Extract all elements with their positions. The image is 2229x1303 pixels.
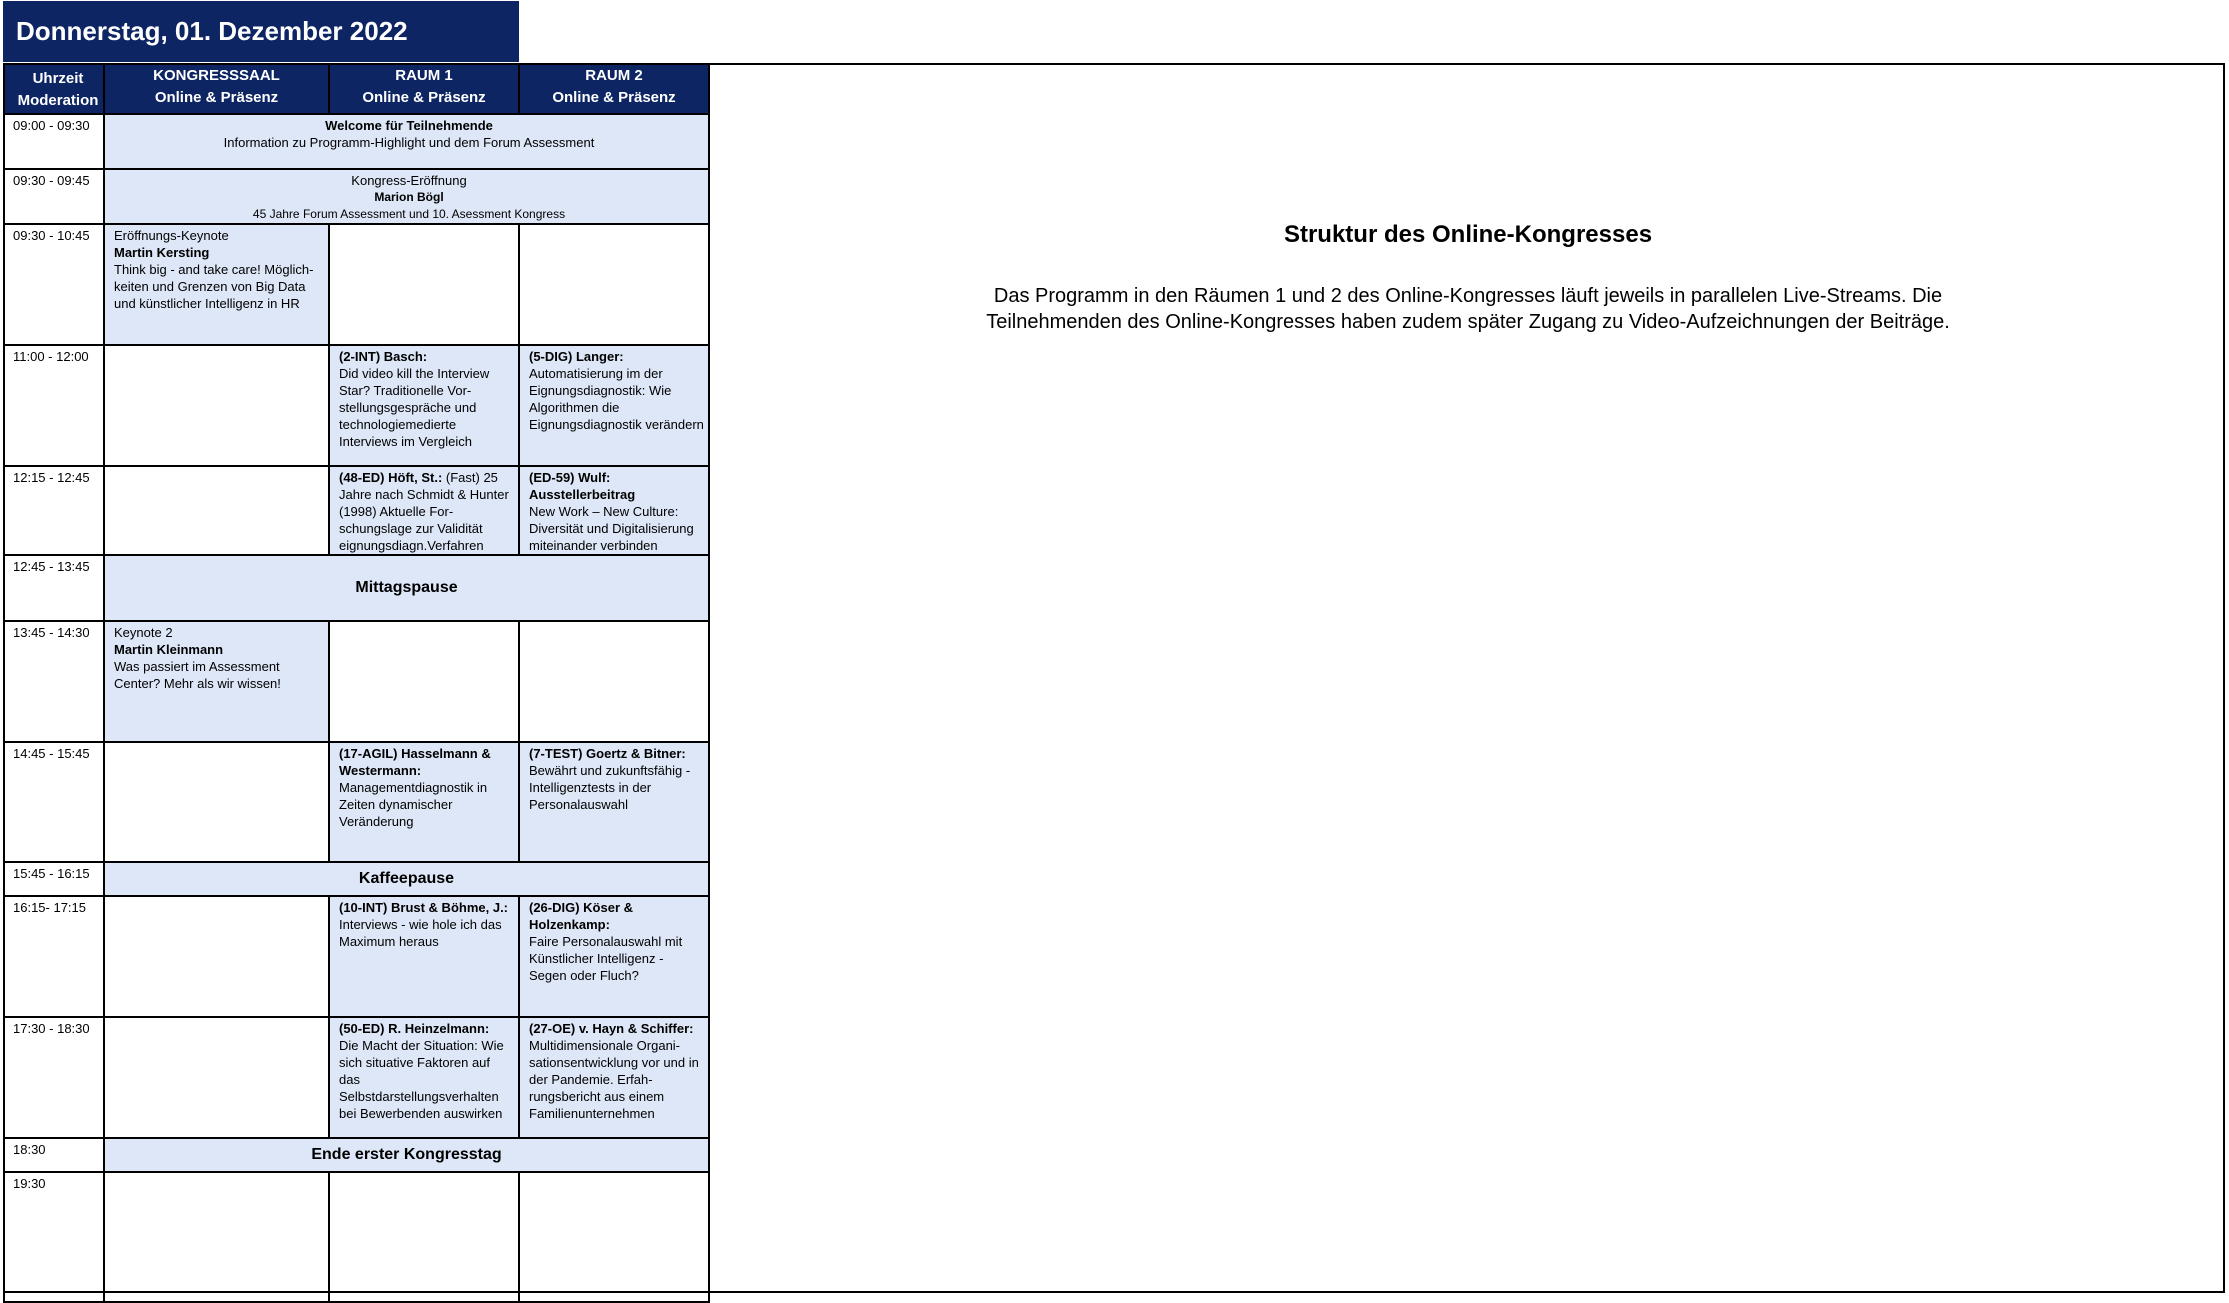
table-row: [4, 1017, 709, 1138]
session-text: (Fast) 25 Jahre nach Schmidt & Hunter (1998) Aktuelle For-schungslage zur Validität eignungsdiagn.Verfahren: [339, 470, 509, 553]
session-head: (5-DIG) Langer:: [529, 349, 624, 364]
session-text: Was passiert im Assessment Center? Mehr als wir wissen!: [114, 659, 281, 691]
table-row: [4, 1138, 709, 1172]
session-opening: [104, 169, 709, 224]
session-text: Multidimensionale Organi-sationsentwicklung vor und in der Pandemie. Erfah-rungsbericht aus einem Familienunternehmen: [529, 1038, 699, 1121]
table-row: [4, 862, 709, 896]
session-text: Managementdiagnostik in Zeiten dynamischer Veränderung: [339, 780, 488, 829]
session-raum1: [329, 466, 519, 555]
table-row: [4, 555, 709, 621]
table-row: [4, 742, 709, 862]
session-text: 45 Jahre Forum Assessment und 10. Asessment Kongress: [252, 207, 566, 221]
empty-cell: [519, 621, 709, 742]
session-raum1: [329, 1017, 519, 1138]
session-label: Kongress-Eröffnung: [351, 173, 467, 188]
session-head: (26-DIG) Köser & Holzenkamp:: [529, 900, 634, 932]
session-keynote-1: [104, 224, 329, 345]
table-row: [4, 1172, 709, 1302]
empty-cell: [104, 896, 329, 1017]
session-head: (50-ED) R. Heinzelmann:: [339, 1021, 490, 1036]
table-row: [4, 224, 709, 345]
col-header-time: Uhrzeit Moderation: [4, 64, 104, 114]
session-text: Did video kill the Interview Star? Traditionelle Vor-stellungsgespräche und technologiemedierte Interviews im Vergleich: [339, 366, 490, 449]
empty-cell: [104, 1172, 329, 1302]
session-speaker: Marion Bögl: [374, 190, 444, 204]
empty-cell: [519, 1172, 709, 1302]
table-row: [4, 114, 709, 169]
session-speaker: Martin Kleinmann: [114, 642, 224, 657]
time-cell: 18:30: [4, 1138, 104, 1172]
session-head: (ED-59) Wulf: Ausstellerbeitrag: [529, 470, 636, 502]
time-cell: 15:45 - 16:15: [4, 862, 104, 896]
session-head: (17-AGIL) Hasselmann & Westermann:: [339, 746, 491, 778]
empty-cell: [104, 466, 329, 555]
session-text: New Work – New Culture: Diversität und Digitalisierung miteinander verbinden: [529, 504, 694, 553]
info-line: Das Programm in den Räumen 1 und 2 des Online-Kongresses läuft jeweils in parallelen Live-Streams. Die: [993, 285, 1943, 307]
date-header: Donnerstag, 01. Dezember 2022: [3, 1, 519, 62]
session-keynote-2: [104, 621, 329, 742]
session-head: (27-OE) v. Hayn & Schiffer:: [529, 1021, 694, 1036]
session-text: Think big - and take care! Möglich-keiten und Grenzen von Big Data und künstlicher Intelligenz in HR: [114, 262, 314, 311]
empty-cell: [519, 224, 709, 345]
time-cell: 09:00 - 09:30: [4, 114, 104, 169]
session-text: Die Macht der Situation: Wie sich situative Faktoren auf das Selbstdarstellungsverhalten bei Bewerbenden auswirken: [339, 1038, 504, 1121]
info-text: [710, 283, 2226, 335]
session-raum2: [519, 345, 709, 466]
empty-cell: [329, 224, 519, 345]
session-text: Faire Personalauswahl mit Künstlicher Intelligenz - Segen oder Fluch?: [529, 934, 683, 983]
time-cell: 12:15 - 12:45: [4, 466, 104, 555]
table-row: [4, 896, 709, 1017]
session-text: Bewährt und zukunftsfähig - Intelligenztests in der Personalauswahl: [529, 763, 691, 812]
time-cell: 14:45 - 15:45: [4, 742, 104, 862]
end-of-day: Ende erster Kongresstag: [104, 1138, 709, 1172]
session-label: Keynote 2: [114, 625, 173, 640]
info-line: Teilnehmenden des Online-Kongresses haben zudem später Zugang zu Video-Aufzeichnungen der Beiträge.: [986, 311, 1950, 333]
time-cell: 09:30 - 10:45: [4, 224, 104, 345]
session-label: Eröffnungs-Keynote: [114, 228, 229, 243]
session-raum2: [519, 466, 709, 555]
session-raum1: [329, 742, 519, 862]
table-row: [4, 169, 709, 224]
time-cell: 13:45 - 14:30: [4, 621, 104, 742]
session-head: (10-INT) Brust & Böhme, J.:: [339, 900, 509, 915]
session-text: Automatisierung im der Eignungsdiagnostik: Wie Algorithmen die Eignungsdiagnostik verändern: [529, 366, 704, 432]
table-row: [4, 621, 709, 742]
schedule-table: [3, 63, 710, 1303]
session-raum1: [329, 896, 519, 1017]
table-row: [4, 466, 709, 555]
col-header-raum2: RAUM 2 Online & Präsenz: [519, 64, 709, 114]
empty-cell: [329, 1172, 519, 1302]
break-coffee: Kaffeepause: [104, 862, 709, 896]
break-lunch: Mittagspause: [104, 555, 709, 621]
session-raum2: [519, 742, 709, 862]
info-title: Struktur des Online-Kongresses: [1283, 221, 1653, 248]
session-head: (2-INT) Basch:: [339, 349, 428, 364]
col-header-raum1: RAUM 1 Online & Präsenz: [329, 64, 519, 114]
session-title: Welcome für Teilnehmende: [325, 118, 493, 133]
empty-cell: [329, 621, 519, 742]
time-cell: 16:15- 17:15: [4, 896, 104, 1017]
time-cell: 12:45 - 13:45: [4, 555, 104, 621]
time-cell: 17:30 - 18:30: [4, 1017, 104, 1138]
time-cell: 19:30: [4, 1172, 104, 1302]
session-speaker: Martin Kersting: [114, 245, 210, 260]
session-head: (48-ED) Höft, St.:: [339, 470, 443, 485]
empty-cell: [104, 345, 329, 466]
table-row: [4, 345, 709, 466]
col-header-kongresssaal: KONGRESSSAAL Online & Präsenz: [104, 64, 329, 114]
session-raum2: [519, 1017, 709, 1138]
empty-cell: [104, 742, 329, 862]
empty-cell: [104, 1017, 329, 1138]
session-text: Interviews - wie hole ich das Maximum heraus: [339, 917, 502, 949]
session-raum2: [519, 896, 709, 1017]
time-cell: 09:30 - 09:45: [4, 169, 104, 224]
time-cell: 11:00 - 12:00: [4, 345, 104, 466]
session-raum1: [329, 345, 519, 466]
session-text: Information zu Programm-Highlight und dem Forum Assessment: [223, 135, 595, 150]
header-row: [4, 64, 709, 114]
session-head: (7-TEST) Goertz & Bitner:: [529, 746, 686, 761]
session-welcome: [104, 114, 709, 169]
